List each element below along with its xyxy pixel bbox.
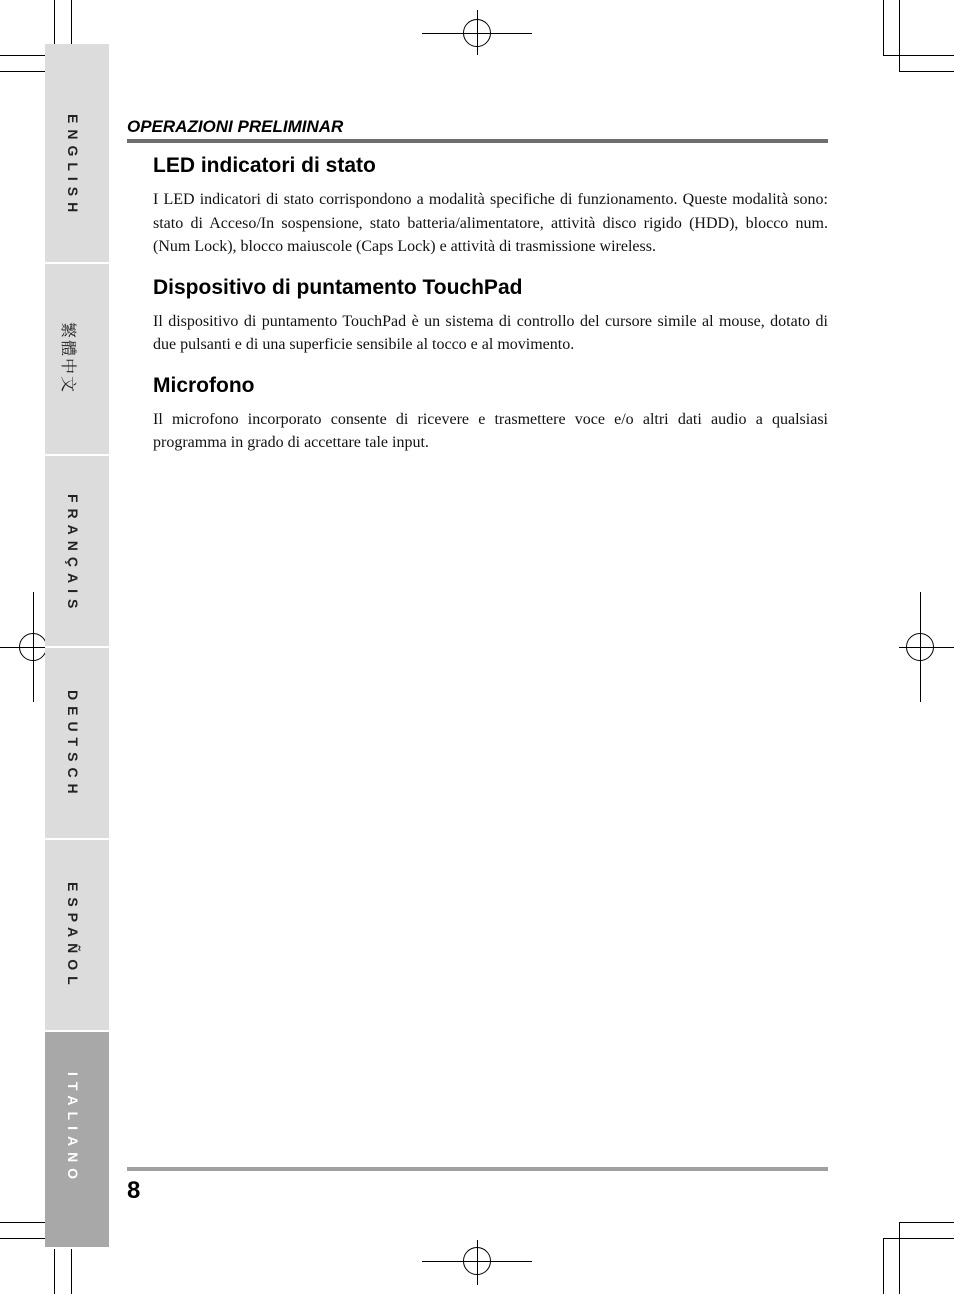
- language-tab-chinese[interactable]: [45, 264, 109, 456]
- section-title: OPERAZIONI PRELIMINAR: [127, 117, 344, 136]
- language-tab-english[interactable]: [45, 44, 109, 264]
- language-tab-label: DEUTSCH: [65, 690, 81, 800]
- language-sidebar: [45, 44, 109, 1249]
- page-number: 8: [127, 1177, 141, 1204]
- language-tab-spanish[interactable]: [45, 840, 109, 1032]
- paragraph-led-indicators: I LED indicatori di stato corrispondono a modalità specifiche di funzionamento. Queste modalità sono: stato di Acceso/In sospensione, stato batteria/alimentatore, attività disco rigido (HDD), blocco num. (Num Lock), blocco maiuscole (Caps Lock) e attività di trasmissione wireless.: [153, 191, 828, 255]
- language-tab-label: ESPAÑOL: [65, 882, 81, 991]
- language-tab-label: ENGLISH: [65, 114, 81, 219]
- paragraph-touchpad: Il dispositivo di puntamento TouchPad è un sistema di controllo del cursore simile al mouse, dotato di due pulsanti e di una superficie sensibile al tocco e al movimento.: [153, 312, 828, 353]
- header-divider: [127, 139, 828, 143]
- heading-led-indicators: LED indicatori di stato: [153, 154, 376, 177]
- footer-divider: [127, 1167, 828, 1171]
- paragraph-microphone: Il microfono incorporato consente di ricevere e trasmettere voce e/o altri dati audio a qualsiasi programma in grado di accettare tale input.: [153, 410, 828, 451]
- heading-microphone: Microfono: [153, 373, 255, 397]
- language-tab-french[interactable]: [45, 456, 109, 648]
- language-tab-label: 繁體中文: [59, 322, 76, 395]
- language-tab-label: ITALIANO: [65, 1072, 81, 1186]
- language-tab-label: FRANÇAIS: [65, 494, 81, 615]
- page-content: [153, 154, 828, 472]
- heading-touchpad: Dispositivo di puntamento TouchPad: [153, 275, 523, 299]
- language-tab-italian[interactable]: [45, 1032, 109, 1249]
- language-tab-german[interactable]: [45, 648, 109, 840]
